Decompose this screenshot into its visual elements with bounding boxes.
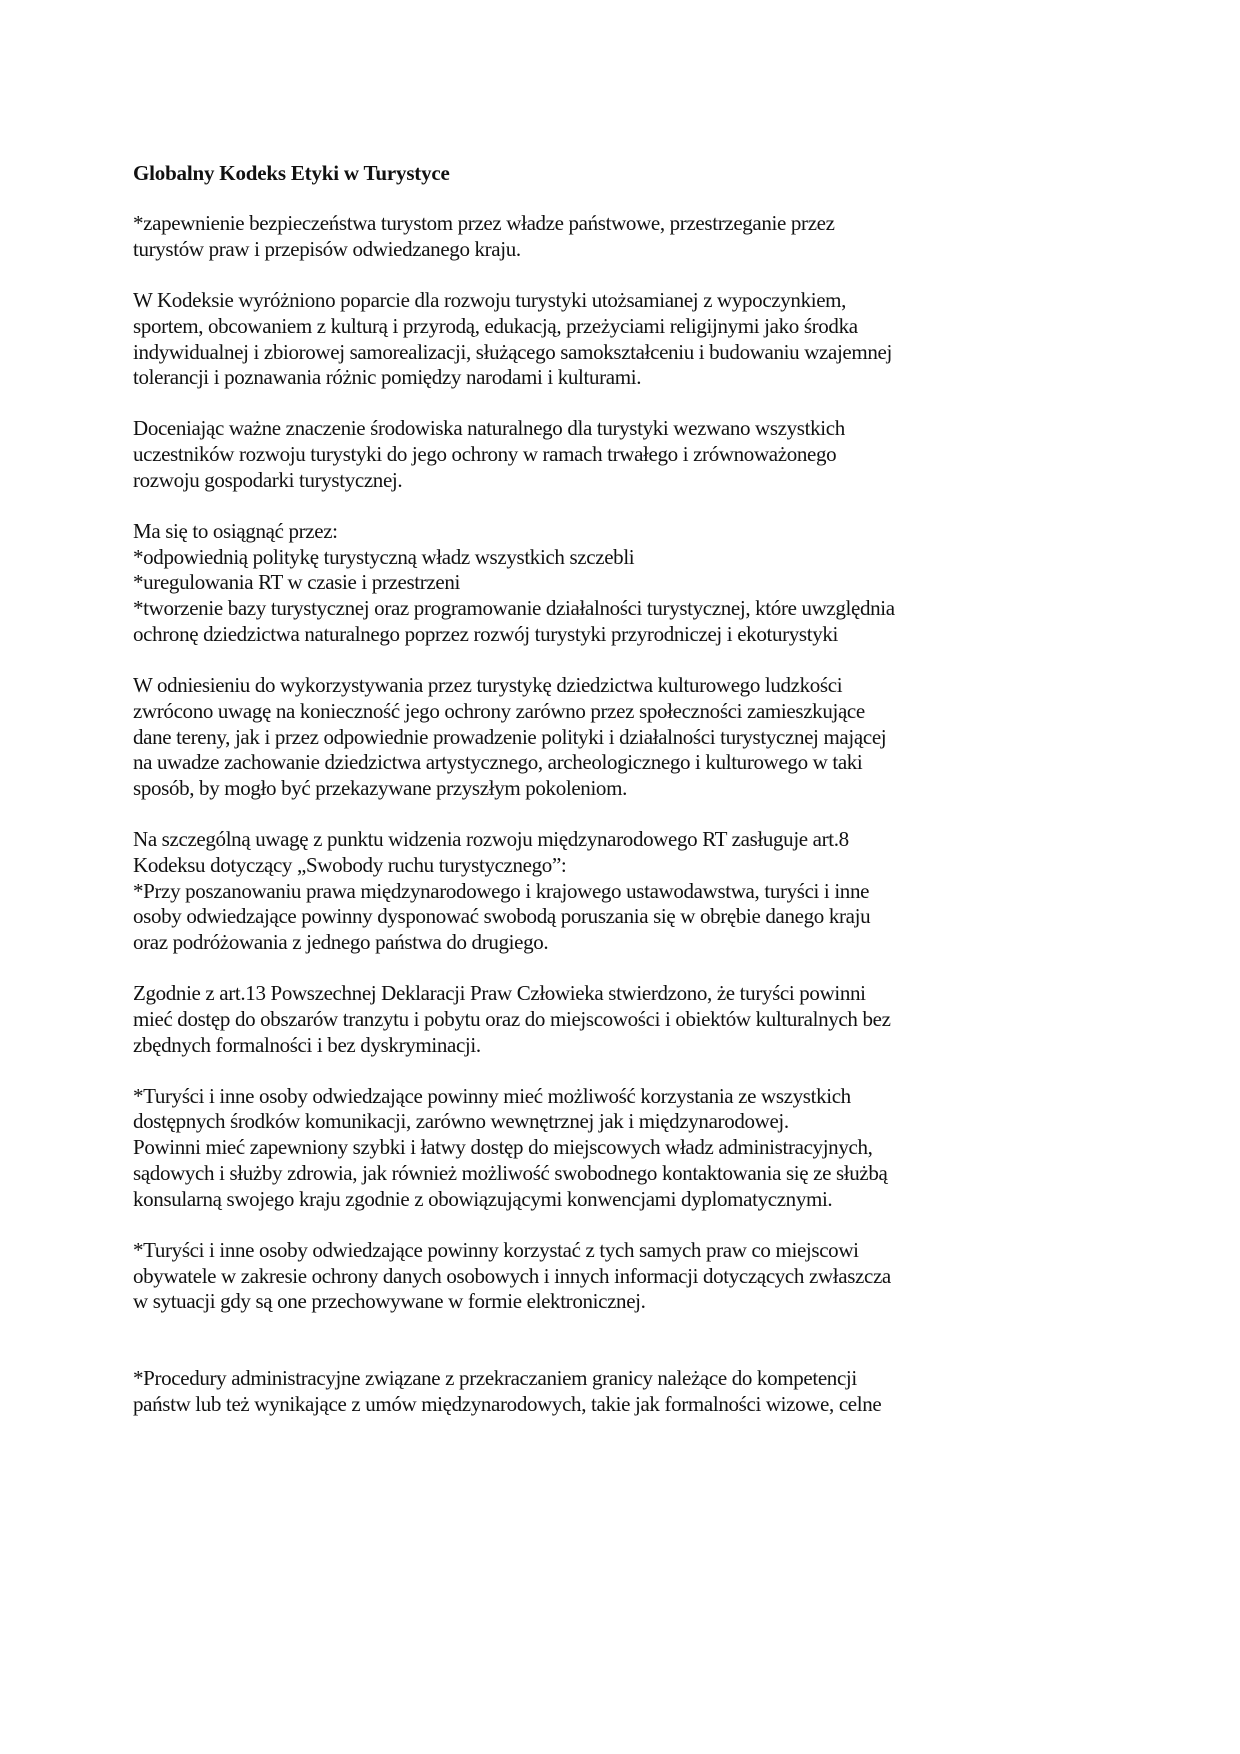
list-item: *Procedury administracyjne związane z przekraczaniem granicy należące do kompetencji (133, 1366, 857, 1390)
text-line: oraz podróżowania z jednego państwa do drugiego. (133, 930, 549, 954)
text-line: tolerancji i poznawania różnic pomiędzy narodami i kulturami. (133, 365, 642, 389)
text-line: w sytuacji gdy są one przechowywane w formie elektronicznej. (133, 1289, 646, 1313)
text-line: obywatele w zakresie ochrony danych osobowych i innych informacji dotyczących zwłaszcza (133, 1264, 891, 1288)
text-line: W Kodeksie wyróżniono poparcie dla rozwoju turystyki utożsamianej z wypoczynkiem, (133, 288, 847, 312)
text-line: Powinni mieć zapewniony szybki i łatwy dostęp do miejscowych władz administracyjnych, (133, 1135, 873, 1159)
text-line: uczestników rozwoju turystyki do jego ochrony w ramach trwałego i zrównoważonego (133, 442, 837, 466)
list-item: *tworzenie bazy turystycznej oraz programowanie działalności turystycznej, które uwzględnia (133, 596, 895, 620)
text-line: Ma się to osiągnąć przez: (133, 519, 338, 543)
text-line: mieć dostęp do obszarów tranzytu i pobytu oraz do miejscowości i obiektów kulturalnych bez (133, 1007, 891, 1031)
text-line: państw lub też wynikające z umów międzynarodowych, takie jak formalności wizowe, celne (133, 1392, 882, 1416)
text-line: osoby odwiedzające powinny dysponować swobodą poruszania się w obrębie danego kraju (133, 904, 871, 928)
text-line: Doceniając ważne znaczenie środowiska naturalnego dla turystyki wezwano wszystkich (133, 416, 845, 440)
text-line: na uwadze zachowanie dziedzictwa artystycznego, archeologicznego i kulturowego w taki (133, 750, 863, 774)
text-line: Kodeksu dotyczący „Swobody ruchu turystycznego”: (133, 853, 567, 877)
text-line: dostępnych środków komunikacji, zarówno wewnętrznej jak i międzynarodowej. (133, 1109, 789, 1133)
text-line: Na szczególną uwagę z punktu widzenia rozwoju międzynarodowego RT zasługuje art.8 (133, 827, 849, 851)
text-line: dane tereny, jak i przez odpowiednie prowadzenie polityki i działalności turystycznej mającej (133, 725, 887, 749)
list-item: *Przy poszanowaniu prawa międzynarodowego i krajowego ustawodawstwa, turyści i inne (133, 879, 870, 903)
text-line: sposób, by mogło być przekazywane przyszłym pokoleniom. (133, 776, 627, 800)
list-item: *uregulowania RT w czasie i przestrzeni (133, 570, 460, 594)
text-line: *zapewnienie bezpieczeństwa turystom przez władze państwowe, przestrzeganie przez (133, 211, 835, 235)
text-line: ochronę dziedzictwa naturalnego poprzez rozwój turystyki przyrodniczej i ekoturystyki (133, 622, 838, 646)
list-item: *Turyści i inne osoby odwiedzające powinny mieć możliwość korzystania ze wszystkich (133, 1084, 851, 1108)
text-line: sportem, obcowaniem z kulturą i przyrodą, edukacją, przeżyciami religijnymi jako środka (133, 314, 858, 338)
text-line: zbędnych formalności i bez dyskryminacji. (133, 1033, 481, 1057)
list-item: *Turyści i inne osoby odwiedzające powinny korzystać z tych samych praw co miejscowi (133, 1238, 859, 1262)
text-line: zwrócono uwagę na konieczność jego ochrony zarówno przez społeczności zamieszkujące (133, 699, 865, 723)
text-line: rozwoju gospodarki turystycznej. (133, 468, 403, 492)
text-line: W odniesieniu do wykorzystywania przez turystykę dziedzictwa kulturowego ludzkości (133, 673, 843, 697)
text-line: indywidualnej i zbiorowej samorealizacji, służącego samokształceniu i budowaniu wzajemnej (133, 340, 892, 364)
list-item: *odpowiednią politykę turystyczną władz wszystkich szczebli (133, 545, 635, 569)
document-title: Globalny Kodeks Etyki w Turystyce (133, 161, 450, 185)
text-line: Zgodnie z art.13 Powszechnej Deklaracji Praw Człowieka stwierdzono, że turyści powinni (133, 981, 866, 1005)
text-line: turystów praw i przepisów odwiedzanego kraju. (133, 237, 521, 261)
text-line: konsularną swojego kraju zgodnie z obowiązującymi konwencjami dyplomatycznymi. (133, 1187, 833, 1211)
text-line: sądowych i służby zdrowia, jak również możliwość swobodnego kontaktowania się ze służbą (133, 1161, 888, 1185)
